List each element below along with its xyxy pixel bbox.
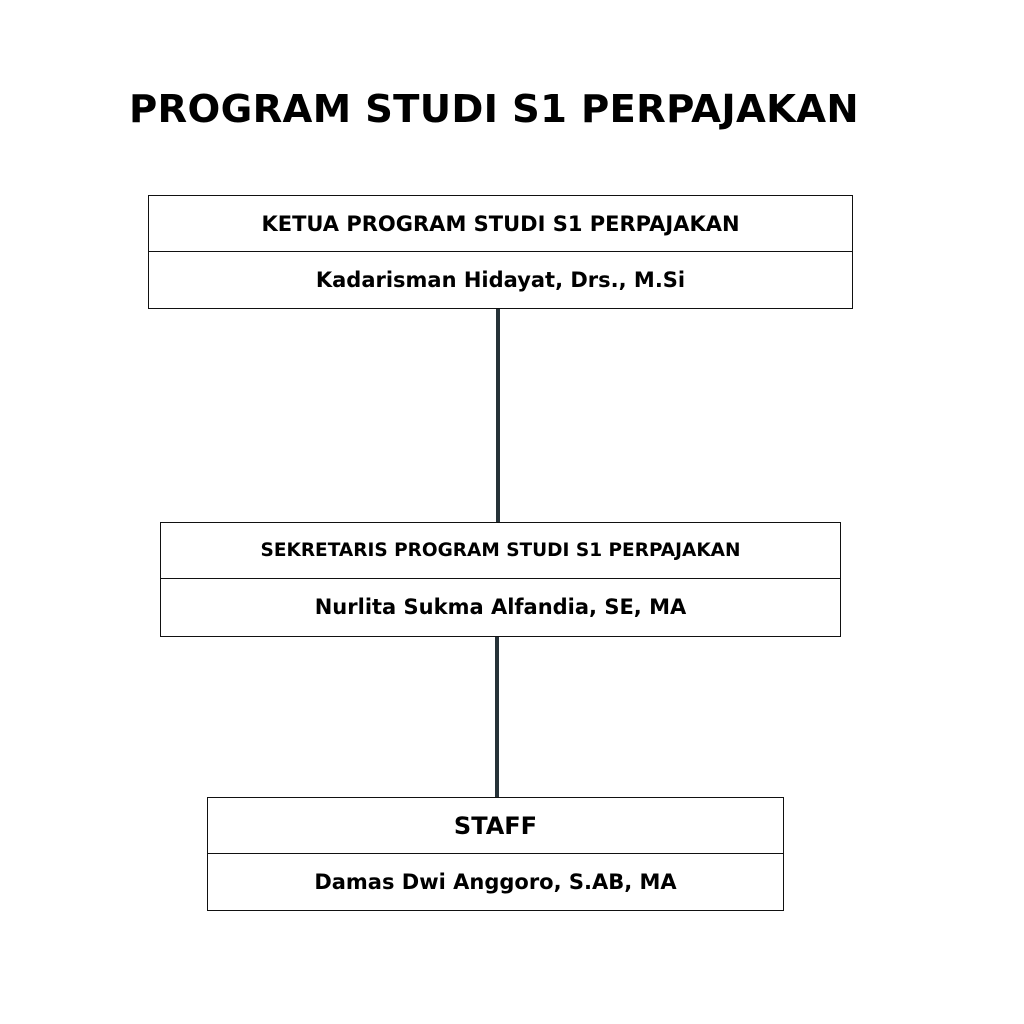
node-name: Nurlita Sukma Alfandia, SE, MA (314, 595, 687, 619)
node-role: SEKRETARIS PROGRAM STUDI S1 PERPAJAKAN (161, 523, 840, 579)
org-node-sekretaris (160, 522, 841, 637)
connector-line (495, 637, 499, 797)
page-title: PROGRAM STUDI S1 PERPAJAKAN (129, 87, 860, 131)
node-name: Damas Dwi Anggoro, S.AB, MA (314, 869, 677, 894)
connector-line (496, 309, 500, 522)
org-node-staff (207, 797, 784, 911)
node-role: STAFF (208, 798, 783, 854)
org-node-ketua (148, 195, 853, 309)
node-role: KETUA PROGRAM STUDI S1 PERPAJAKAN (149, 196, 852, 252)
node-name: Kadarisman Hidayat, Drs., M.Si (315, 267, 686, 292)
